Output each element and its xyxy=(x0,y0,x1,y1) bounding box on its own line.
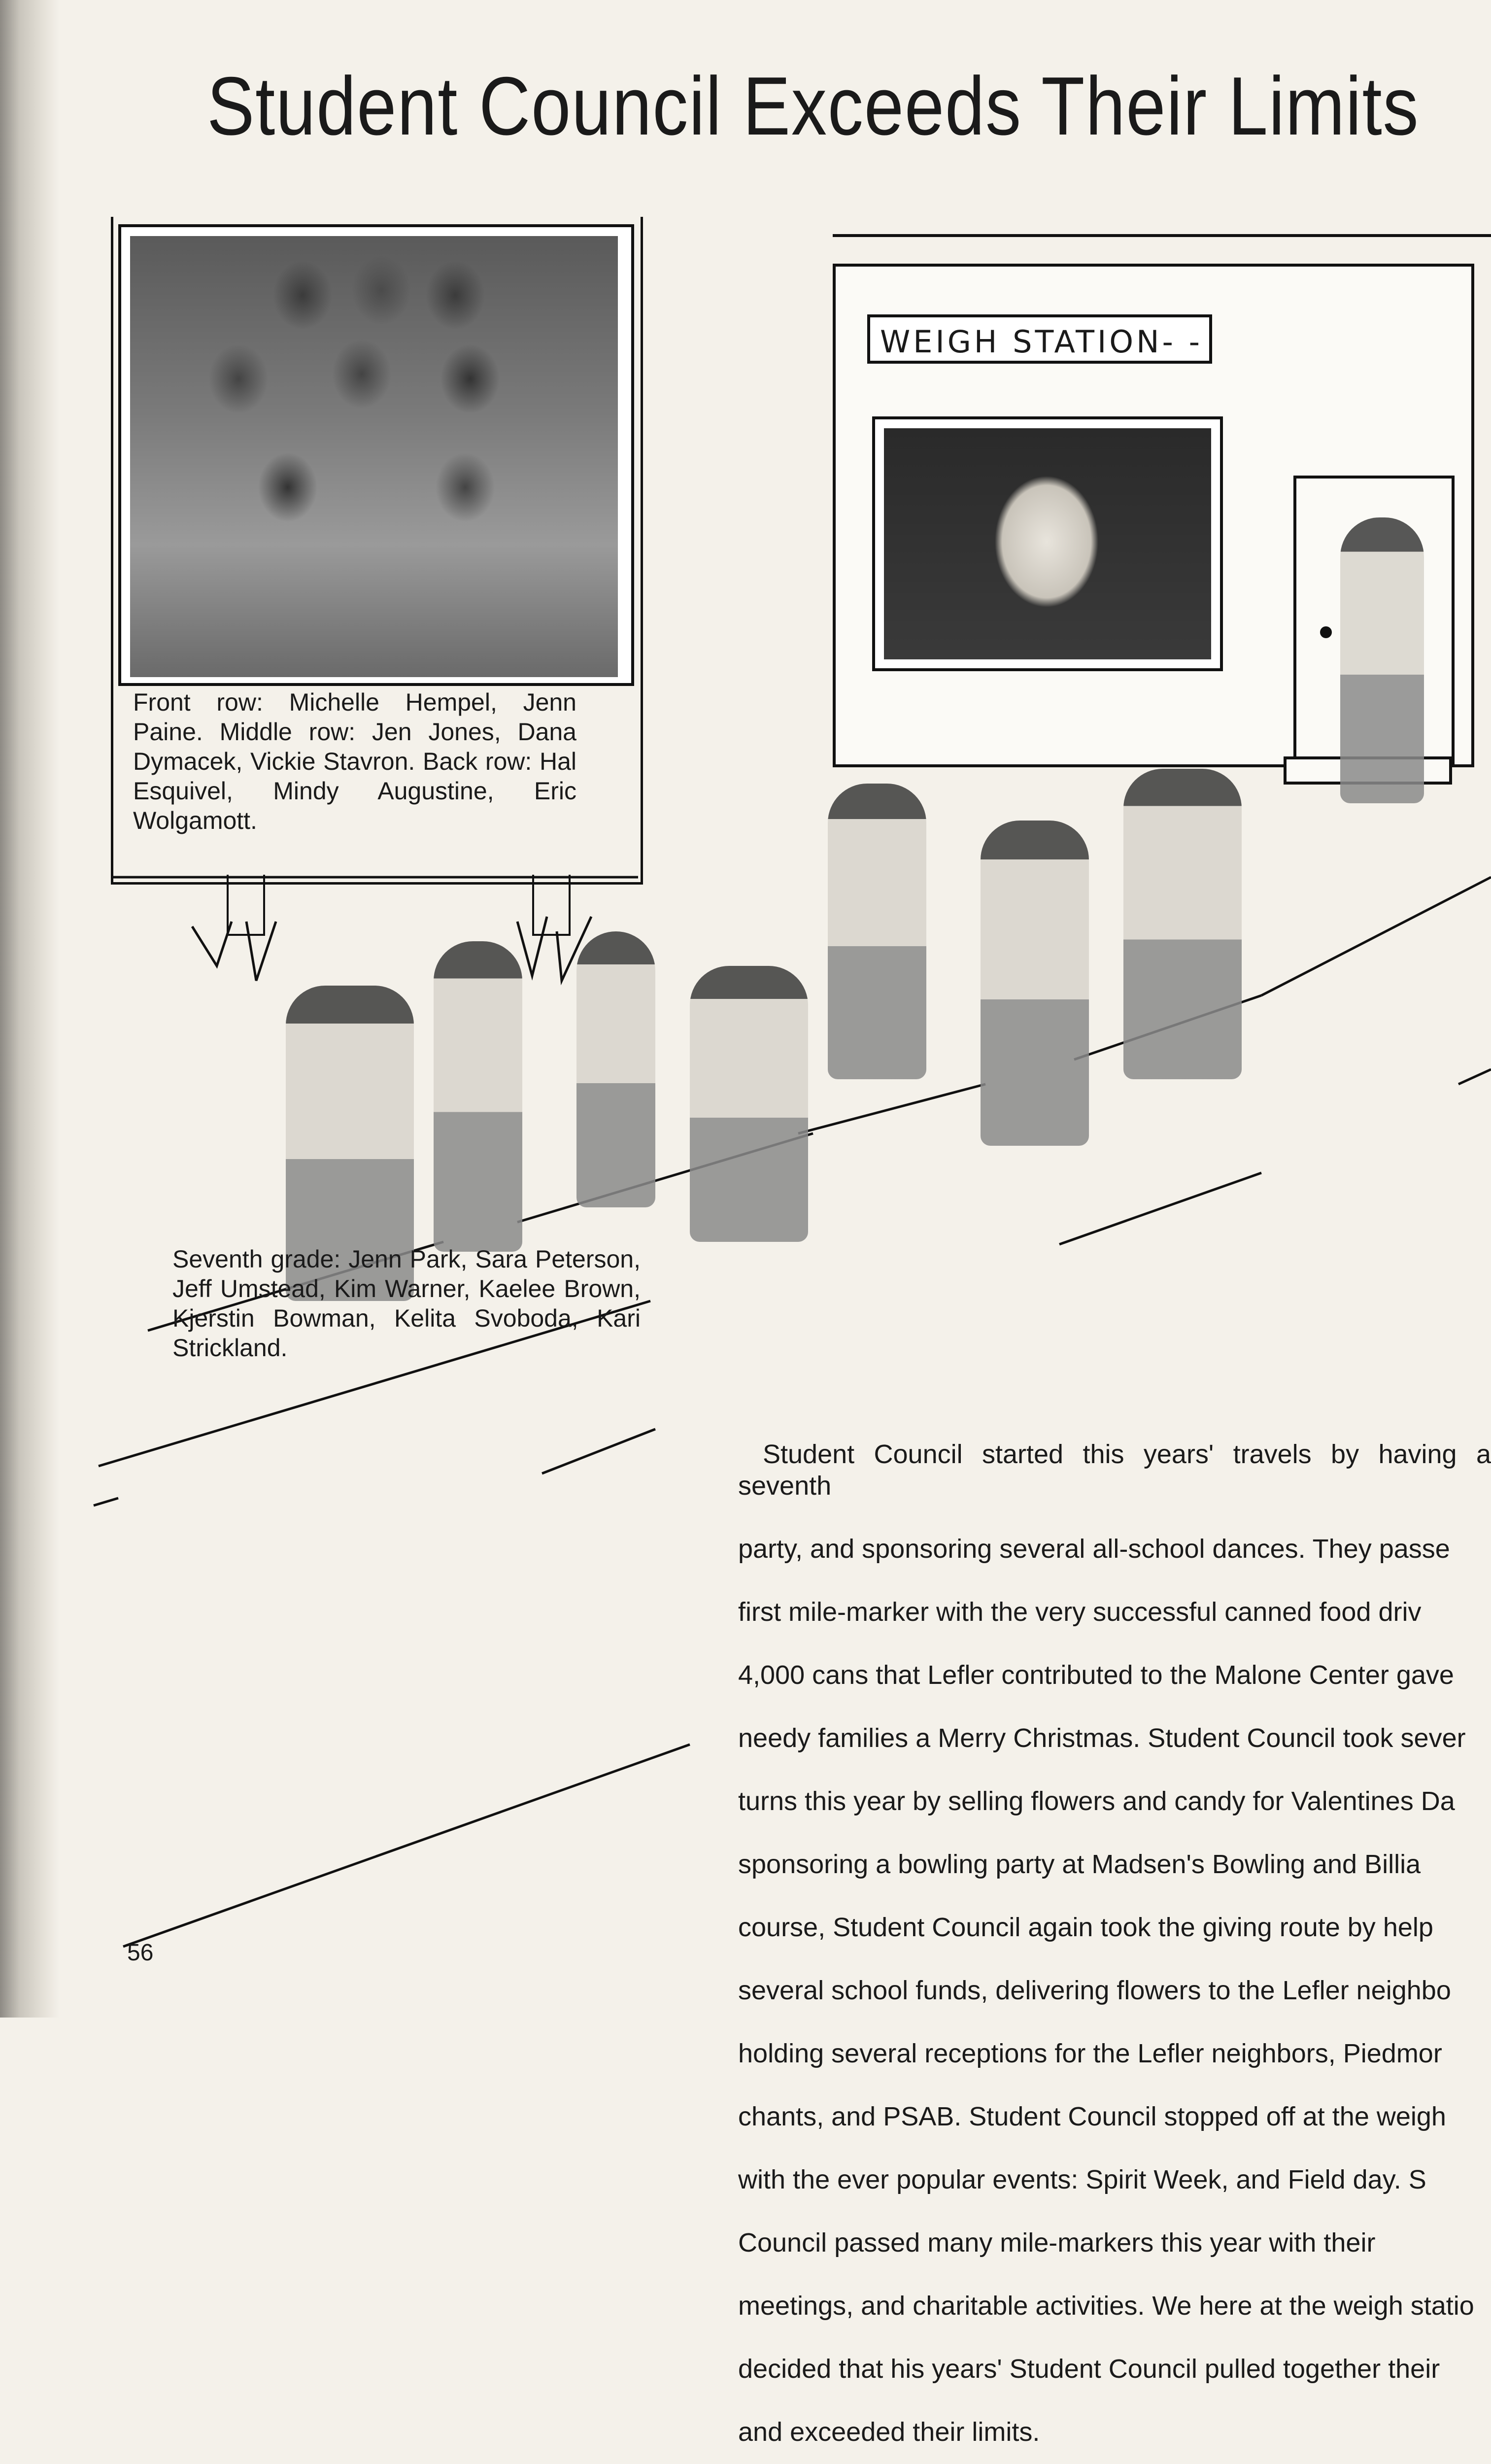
student-photo-cutout xyxy=(1123,769,1242,1079)
group-photo-frame xyxy=(118,224,634,686)
student-photo-cutout xyxy=(1340,517,1424,803)
article-line: Student Council started this years' travels by having a seventh xyxy=(738,1439,1491,1501)
student-photo-cutout xyxy=(576,931,655,1207)
article-line: decided that his years' Student Council pulled together their xyxy=(738,2354,1440,2384)
station-window xyxy=(872,416,1223,671)
sign-post-left xyxy=(227,875,265,936)
student-photo-cutout xyxy=(434,941,522,1252)
article-line: several school funds, delivering flowers to the Lefler neighbo xyxy=(738,1976,1451,2005)
student-photo-cutout xyxy=(690,966,808,1242)
article-line: holding several receptions for the Lefler neighbors, Piedmor xyxy=(738,2039,1442,2068)
page-title: Student Council Exceeds Their Limits xyxy=(207,60,1420,152)
article-line: meetings, and charitable activities. We here at the weigh statio xyxy=(738,2291,1474,2321)
article-line: sponsoring a bowling party at Madsen's Bowling and Billia xyxy=(738,1849,1421,1879)
seventh-grade-caption: Seventh grade: Jenn Park, Sara Peterson, Jeff Umstead, Kim Warner, Kaelee Brown, Kjerstin Bowman, Kelita Svoboda, Kari Strickland. xyxy=(172,1245,641,1362)
article-line: turns this year by selling flowers and candy for Valentines Da xyxy=(738,1786,1455,1816)
door-knob xyxy=(1320,626,1332,638)
article-line: 4,000 cans that Lefler contributed to the Malone Center gave xyxy=(738,1660,1454,1690)
student-photo-cutout xyxy=(828,784,926,1079)
student-photo-cutout xyxy=(981,821,1089,1146)
article-line: with the ever popular events: Spirit Week, and Field day. S xyxy=(738,2165,1426,2194)
group-photo xyxy=(130,236,618,677)
weigh-station-sign: WEIGH STATION- - xyxy=(867,314,1212,364)
group-photo-caption: Front row: Michelle Hempel, Jenn Paine. Middle row: Jen Jones, Dana Dymacek, Vickie Stavron. Back row: Hal Esquivel, Mindy Augustine, Eric Wolgamott. xyxy=(133,688,576,834)
article-line: party, and sponsoring several all-school dances. They passe xyxy=(738,1534,1450,1564)
article-line: and exceeded their limits. xyxy=(738,2417,1040,2447)
article-line: course, Student Council again took the giving route by help xyxy=(738,1913,1433,1942)
article-line: needy families a Merry Christmas. Student Council took sever xyxy=(738,1723,1466,1753)
article-line: Council passed many mile-markers this year with their xyxy=(738,2228,1376,2258)
article-body xyxy=(738,1407,1491,2464)
article-line: chants, and PSAB. Student Council stopped off at the weigh xyxy=(738,2102,1446,2131)
station-roof xyxy=(833,234,1491,267)
advisor-portrait-photo xyxy=(884,428,1211,659)
page-number: 56 xyxy=(127,1940,154,1966)
article-line: first mile-marker with the very successful canned food driv xyxy=(738,1597,1422,1627)
sign-post-right xyxy=(532,875,571,936)
